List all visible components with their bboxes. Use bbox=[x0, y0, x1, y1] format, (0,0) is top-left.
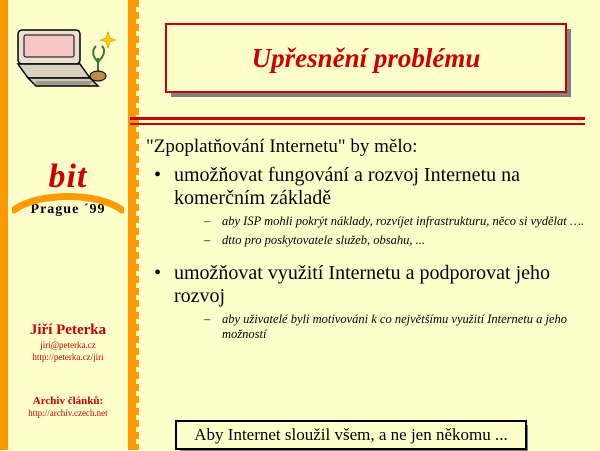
divider-line-bottom bbox=[130, 123, 585, 125]
lead-text: "Zpoplatňování Internetu" by mělo: bbox=[146, 136, 418, 157]
bullet-dot-icon: • bbox=[154, 164, 162, 186]
bullet-level2 bbox=[146, 233, 592, 248]
archive-link[interactable]: http://archiv.czech.net bbox=[28, 408, 108, 418]
archive-block bbox=[4, 395, 132, 419]
callout-text: Aby Internet sloužil všem, a ne jen někomu ... bbox=[194, 425, 508, 444]
callout-box bbox=[175, 420, 527, 450]
bullet-level2-label: dtto pro poskytovatele služeb, obsahu, ... bbox=[222, 233, 425, 247]
bullet-level1-label: umožňovat fungování a rozvoj Internetu na komerčním základě bbox=[174, 164, 520, 209]
bullet-dot-icon: • bbox=[154, 262, 162, 284]
bullet-level2 bbox=[146, 214, 592, 229]
author-homepage-link[interactable]: http://peterka.cz/jiri bbox=[32, 352, 104, 362]
sidebar-stripe-left bbox=[0, 0, 8, 450]
dash-icon: – bbox=[204, 312, 211, 326]
author-name: Jiří Peterka bbox=[29, 322, 107, 338]
divider-line-top bbox=[130, 117, 585, 120]
sidebar-stripe-right bbox=[128, 0, 136, 450]
dash-icon: – bbox=[204, 214, 211, 228]
bullet-level2 bbox=[146, 312, 592, 342]
title-box bbox=[165, 23, 567, 93]
logo-subtitle: Prague ´99 bbox=[30, 202, 106, 217]
page-title: Upřesnění problému bbox=[251, 42, 481, 73]
bit-logo bbox=[10, 160, 126, 240]
dash-icon: – bbox=[204, 233, 211, 247]
bullet-level1-label: umožňovat využití Internetu a podporovat jeho rozvoj bbox=[174, 262, 551, 307]
author-email[interactable]: jiri@peterka.cz bbox=[40, 340, 96, 350]
bullet-level1 bbox=[146, 262, 592, 308]
logo-wordmark: bit bbox=[48, 158, 88, 195]
archive-title: Archiv článků: bbox=[32, 395, 104, 407]
computer-clipart-icon bbox=[12, 22, 118, 94]
bullet-level1 bbox=[146, 164, 592, 210]
slide-content bbox=[146, 136, 592, 344]
bullet-level2-label: aby ISP mohli pokrýt náklady, rozvíjet infrastrukturu, něco si vydělat …. bbox=[222, 214, 585, 228]
sidebar-dashed-divider bbox=[136, 0, 139, 450]
author-block bbox=[4, 322, 132, 363]
bullet-level2-label: aby uživatelé byli motivováni k co největšímu využití Internetu a jeho možností bbox=[222, 312, 568, 341]
